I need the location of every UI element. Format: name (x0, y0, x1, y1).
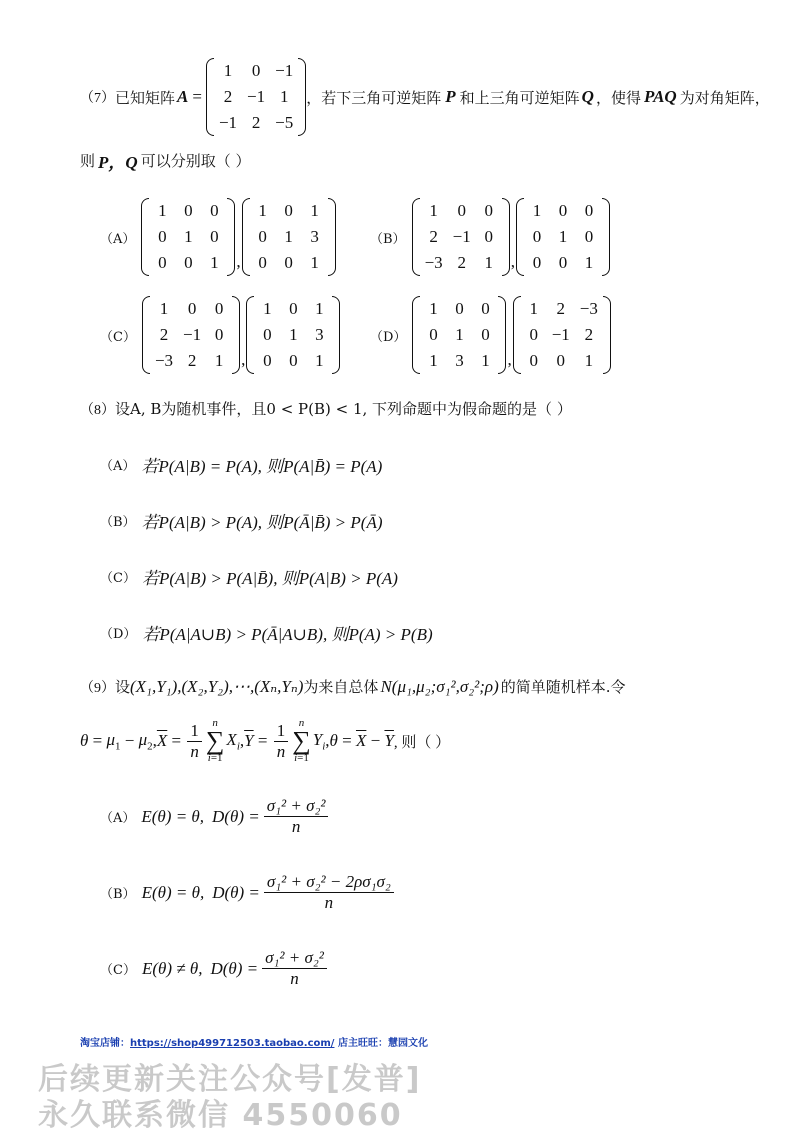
matrix-cell: 1 (159, 299, 169, 318)
question-7-post: ，使得 (595, 88, 641, 107)
matrix-cell: 1 (289, 325, 298, 344)
shop-link[interactable]: https://shop499712503.taobao.com/ (130, 1038, 335, 1049)
matrix-cell: −5 (275, 113, 294, 132)
matrix-cell: 0 (532, 253, 542, 272)
matrix-cell: 0 (258, 227, 267, 246)
matrix-Q (516, 198, 610, 276)
variance-fraction: $\frac{\text{σ₁² + σ₂²}}{n}$ (262, 948, 327, 989)
question-8-stem (80, 398, 572, 419)
variance-label: D(θ) = (212, 882, 260, 902)
matrix-cell: 1 (263, 299, 272, 318)
matrix-cell: 0 (214, 325, 224, 344)
matrix-cell: 0 (289, 299, 298, 318)
matrix-cell: 0 (558, 253, 568, 272)
matrix-cell: 0 (481, 299, 490, 318)
option-text: 若P(A|B) = P(A), 则P(A|B̄) = P(A) (141, 457, 383, 476)
option-label: （A） (100, 459, 136, 474)
question-9-stem: （9） 设 (X₁,Y₁),(X₂,Y₂),⋯,(Xₙ,Yₙ) 为来自总体 N(μ₁,μ₂;σ₁²,σ₂²;ρ) 的简单随机样本.令 (80, 676, 626, 696)
matrix-cell: 0 (158, 253, 167, 272)
matrix-cell: 1 (584, 351, 594, 370)
matrix-cell: 0 (556, 351, 565, 370)
matrix-cell: 0 (457, 201, 466, 220)
matrix-cell: 1 (279, 87, 289, 106)
question-7-option-c: （C） 1 0 0 2 −1 0 −3 2 1 , 1 0 1 0 1 3 0 0 1 (100, 296, 340, 374)
matrix-cell: 2 (457, 253, 466, 272)
matrix-cell: 1 (284, 227, 293, 246)
matrix-P (412, 296, 506, 374)
option-label: （B） (100, 887, 136, 902)
question-9-option-a (100, 796, 330, 837)
question-9-number: （9） (80, 680, 115, 696)
matrix-cell: 0 (184, 253, 193, 272)
matrix-cell: −3 (154, 351, 174, 370)
matrix-cell: 1 (184, 227, 193, 246)
matrix-cell: 1 (258, 201, 267, 220)
variance-fraction: $\frac{\text{σ₁² + σ₂²}}{n}$ (264, 796, 329, 837)
matrix-cell: 2 (251, 113, 261, 132)
matrix-A (206, 58, 306, 136)
matrix-cell: −3 (424, 253, 443, 272)
question-9-definitions: θ = $\mu_1$ − $\mu_2$ , $\overline{X}$ = $\frac{1}{n}$ n ∑ i=1 $X_i$ , $\overline{Y}$ = $\frac{1}{n}$ n ∑ i=1 $Y_i$ , θ = $\overline{X}$ − $\overline{Y}$ , 则（ ） (80, 717, 451, 764)
matrix-cell: 0 (429, 325, 438, 344)
matrix-cell: 0 (210, 227, 219, 246)
option-label: （B） (370, 231, 406, 247)
question-7-number: （7） (80, 91, 115, 106)
matrix-cell: 3 (310, 227, 319, 246)
question-7-pre: 已知矩阵 (115, 88, 176, 107)
distribution: N(μ₁,μ₂;σ₁²,σ₂²;ρ) (380, 676, 499, 696)
watermark-line-1: 后续更新关注公众号[发普] (38, 1062, 422, 1097)
question-8-option-a (100, 452, 382, 477)
option-text: 若P(A|A∪B) > P(Ā|A∪B), 则P(A) > P(B) (142, 625, 433, 644)
matrix-cell: 1 (558, 227, 568, 246)
matrix-cell: 2 (223, 87, 233, 106)
matrix-cell: 1 (310, 201, 319, 220)
expectation: E(θ) ≠ θ, (141, 958, 203, 978)
question-8-number: （8） (80, 402, 115, 418)
matrix-cell: 0 (158, 227, 167, 246)
matrix-cell: −1 (183, 325, 202, 344)
matrix-P (412, 198, 510, 276)
matrix-cell: 3 (455, 351, 464, 370)
option-label: （A） (100, 811, 136, 826)
question-7-post2: 为对角矩阵， (679, 88, 770, 107)
expectation: E(θ) = θ, (141, 882, 205, 902)
matrix-cell: 1 (484, 253, 493, 272)
question-7-line2: 则 P，Q 可以分别取（ ） (80, 152, 251, 172)
var-P: P (445, 87, 456, 106)
matrix-cell: 0 (289, 351, 298, 370)
question-7-stem: （7） 已知矩阵 A = 1 0 −1 2 −1 1 −1 2 −5 ，若下三角可逆矩阵 P 和上三角可逆矩阵 Q ，使得 PAQ 为对角矩阵， (80, 58, 770, 136)
matrix-cell: 0 (284, 253, 293, 272)
option-label: （C） (100, 329, 136, 345)
option-text: 若P(A|B) > P(A|B̄), 则P(A|B) > P(A) (141, 569, 398, 588)
matrix-cell: 1 (481, 351, 490, 370)
matrix-Q (246, 296, 340, 374)
matrix-cell: −1 (275, 61, 294, 80)
matrix-cell: 1 (310, 253, 319, 272)
question-7-option-b: （B） 1 0 0 2 −1 0 −3 2 1 , 1 0 0 0 1 0 0 0 1 (370, 198, 610, 276)
question-9-tail: , 则（ ） (393, 734, 451, 751)
matrix-cell: 0 (532, 227, 542, 246)
question-7-option-d: （D） 1 0 0 0 1 0 1 3 1 , 1 2 −3 0 −1 2 0 0 1 (370, 296, 611, 374)
matrix-cell: 0 (484, 201, 493, 220)
question-8-option-c (100, 564, 398, 589)
matrix-cell: 0 (284, 201, 293, 220)
matrix-cell: −1 (452, 227, 471, 246)
expectation: E(θ) = θ, (141, 806, 205, 826)
matrix-cell: 0 (558, 201, 568, 220)
matrix-cell: 0 (258, 253, 267, 272)
option-label: （B） (100, 515, 136, 530)
question-8-option-b (100, 508, 382, 533)
matrix-cell: 2 (429, 227, 438, 246)
matrix-cell: 2 (556, 299, 565, 318)
matrix-cell: 1 (223, 61, 233, 80)
question-7-and: 和上三角可逆矩阵 (459, 88, 580, 107)
question-8-option-d (100, 620, 433, 645)
question-9-option-b (100, 872, 396, 913)
matrix-Q (242, 198, 336, 276)
matrix-cell: 0 (455, 299, 464, 318)
var-Q: Q (581, 87, 594, 106)
matrix-cell: 1 (455, 325, 464, 344)
matrix-cell: −1 (218, 113, 238, 132)
matrix-cell: 1 (158, 201, 167, 220)
matrix-cell: 2 (187, 351, 197, 370)
matrix-cell: 1 (584, 253, 594, 272)
option-label: （A） (100, 231, 136, 247)
option-label: （D） (100, 627, 137, 642)
matrix-cell: 1 (315, 351, 324, 370)
matrix-cell: 0 (263, 325, 272, 344)
matrix-cell: 2 (584, 325, 594, 344)
matrix-cell: −1 (551, 325, 570, 344)
matrix-cell: 0 (529, 351, 538, 370)
variance-label: D(θ) = (210, 958, 259, 978)
matrix-cell: 0 (263, 351, 272, 370)
variance-label: D(θ) = (212, 806, 260, 826)
sample-pairs: (X₁,Y₁),(X₂,Y₂),⋯,(Xₙ,Yₙ) (130, 676, 304, 696)
question-7-mid: ，若下三角可逆矩阵 (306, 88, 442, 107)
matrix-cell: 1 (529, 299, 538, 318)
matrix-cell: 0 (214, 299, 224, 318)
question-7-option-a: （A） 1 0 0 0 1 0 0 0 1 , 1 0 1 0 1 3 0 0 1 (100, 198, 336, 276)
matrix-cell: 1 (429, 351, 438, 370)
matrix-P (142, 296, 240, 374)
matrix-cell: 1 (429, 201, 438, 220)
variance-fraction: $\frac{\text{σ₁² + σ₂² − 2ρσ₁σ₂}}{n}$ (264, 872, 394, 913)
matrix-cell: 3 (315, 325, 324, 344)
matrix-cell: 0 (251, 61, 261, 80)
matrix-cell: 0 (584, 201, 594, 220)
shop-footer: 淘宝店铺：https://shop499712503.taobao.com/ 店主旺旺：慧园文化 (80, 1038, 428, 1049)
option-label: （C） (100, 963, 136, 978)
matrix-cell: 0 (187, 299, 197, 318)
matrix-cell: 0 (584, 227, 594, 246)
matrix-cell: 0 (481, 325, 490, 344)
matrix-cell: 0 (210, 201, 219, 220)
option-label: （D） (370, 329, 407, 345)
matrix-cell: 2 (159, 325, 169, 344)
matrix-cell: 0 (184, 201, 193, 220)
matrix-cell: 1 (532, 201, 542, 220)
option-label: （C） (100, 571, 136, 586)
matrix-cell: 1 (214, 351, 224, 370)
matrix-cell: 1 (210, 253, 219, 272)
question-9-option-c (100, 948, 329, 989)
matrix-P (141, 198, 235, 276)
option-text: 若P(A|B) > P(A), 则P(Ā|B̄) > P(Ā) (141, 513, 383, 532)
matrix-cell: 0 (484, 227, 493, 246)
matrix-cell: 1 (429, 299, 438, 318)
matrix-cell: −3 (579, 299, 598, 318)
var-PAQ: PAQ (643, 87, 677, 106)
matrix-cell: 1 (315, 299, 324, 318)
matrix-cell: −1 (247, 87, 266, 106)
matrix-Q (513, 296, 611, 374)
matrix-cell: 0 (529, 325, 538, 344)
watermark-line-2: 永久联系微信 4550060 (38, 1098, 403, 1133)
question-8-text: 设A, B为随机事件，且0 < P(B) < 1, 下列命题中为假命题的是（ ） (115, 400, 572, 418)
